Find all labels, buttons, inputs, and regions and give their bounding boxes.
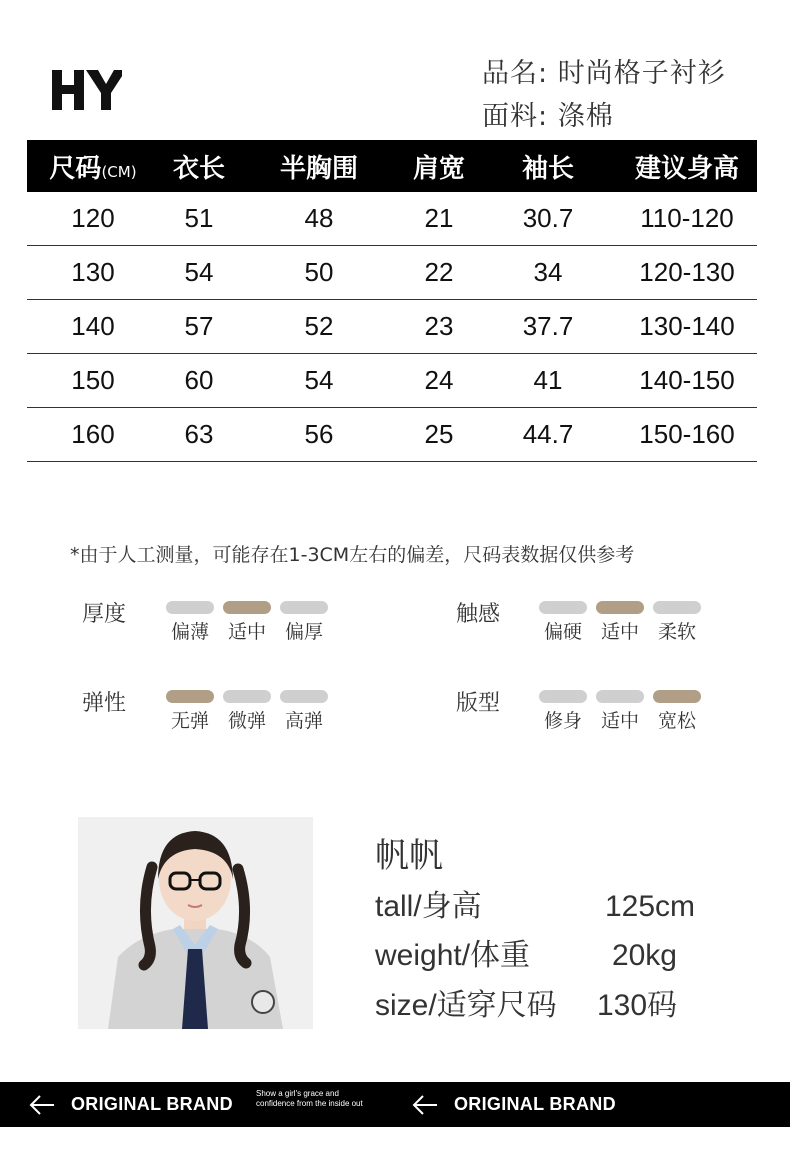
scale-pill [539, 601, 587, 614]
table-row [27, 300, 757, 354]
table-cell: 57 [184, 311, 214, 341]
model-photo [78, 817, 313, 1029]
table-cell: 130-140 [639, 311, 735, 341]
scale-pill [539, 690, 587, 703]
scale-pill [653, 690, 701, 703]
scale-pill [280, 601, 328, 614]
table-cell: 24 [424, 365, 454, 395]
scale-option-label: 偏硬 [543, 621, 582, 643]
table-row [27, 354, 757, 408]
model-height-value: 125cm [605, 890, 696, 923]
scale-option-label: 偏厚 [284, 621, 323, 643]
table-cell: 130 [71, 257, 115, 287]
table-cell: 30.7 [522, 203, 574, 233]
model-height-row [375, 881, 696, 925]
table-cell: 54 [304, 365, 334, 395]
model-size-row [375, 980, 677, 1024]
table-cell: 120-130 [639, 257, 735, 287]
table-cell: 54 [184, 257, 214, 287]
scale-option-label: 微弹 [227, 710, 266, 732]
model-height-label: tall/身高 [375, 890, 482, 923]
attr-title: 触感 [456, 602, 501, 627]
footer-tagline: Show a girl's grace and confidence from the inside out [256, 1089, 363, 1108]
size-table [27, 140, 757, 462]
header-length: 衣长 [172, 153, 225, 184]
scale-option-label: 柔软 [657, 621, 696, 643]
arrow-left-icon [411, 1093, 439, 1117]
scale-pill [596, 601, 644, 614]
table-row [27, 192, 757, 246]
table-cell: 25 [424, 419, 454, 449]
table-cell: 37.7 [522, 311, 574, 341]
table-cell: 140 [71, 311, 115, 341]
model-size-value: 130码 [597, 989, 678, 1022]
header-height: 建议身高 [634, 153, 739, 184]
model-weight-row [375, 930, 677, 974]
product-name: 时尚格子衬衫 [557, 58, 726, 89]
header-unit: (CM) [101, 162, 137, 181]
table-cell: 56 [304, 419, 334, 449]
table-header [27, 140, 757, 192]
table-cell: 21 [424, 203, 454, 233]
fabric-value: 涤棉 [557, 101, 614, 132]
table-cell: 160 [71, 419, 115, 449]
table-row [27, 408, 757, 462]
table-cell: 23 [424, 311, 454, 341]
scale-pill [223, 601, 271, 614]
fabric-label: 面料: [482, 101, 549, 132]
model-size-label: size/适穿尺码 [375, 989, 557, 1022]
attr-title: 厚度 [82, 602, 127, 627]
table-cell: 44.7 [522, 419, 574, 449]
header-sleeve: 袖长 [521, 153, 574, 184]
table-cell: 50 [304, 257, 334, 287]
attr-title: 版型 [456, 691, 501, 716]
header-size: 尺码(CM) [49, 153, 137, 184]
scale-option-label: 适中 [600, 621, 639, 643]
model-weight-value: 20kg [611, 939, 677, 972]
model-weight-label: weight/体重 [375, 939, 531, 972]
scale-pill [166, 690, 214, 703]
table-row [27, 246, 757, 300]
scale-pill [223, 690, 271, 703]
scale-option-label: 宽松 [657, 710, 696, 732]
table-cell: 150-160 [639, 419, 735, 449]
brand-logo [50, 68, 122, 112]
table-cell: 22 [424, 257, 454, 287]
scale-option-label: 适中 [600, 710, 639, 732]
table-cell: 60 [184, 365, 214, 395]
scale-option-label: 修身 [543, 710, 582, 732]
table-cell: 34 [533, 257, 563, 287]
measurement-disclaimer: *由于人工测量，可能存在1-3CM左右的偏差，尺码表数据仅供参考 [70, 544, 635, 566]
table-cell: 140-150 [639, 365, 735, 395]
product-name-label: 品名: [482, 58, 549, 89]
attr-title: 弹性 [82, 691, 127, 716]
scale-pill [166, 601, 214, 614]
scale-option-label: 高弹 [284, 710, 323, 732]
scale-option-label: 无弹 [170, 710, 209, 732]
header-shoulder: 肩宽 [412, 153, 465, 184]
model-illustration [78, 817, 313, 1029]
scale-pill [596, 690, 644, 703]
scale-option-label: 偏薄 [170, 621, 209, 643]
model-name: 帆帆 [375, 836, 443, 876]
scale-pill [653, 601, 701, 614]
product-info [482, 52, 726, 138]
scale-option-label: 适中 [227, 621, 266, 643]
table-cell: 52 [304, 311, 334, 341]
table-cell: 51 [184, 203, 214, 233]
table-cell: 150 [71, 365, 115, 395]
scale-pill [280, 690, 328, 703]
table-cell: 63 [184, 419, 214, 449]
arrow-left-icon [28, 1093, 56, 1117]
footer-brand-left: ORIGINAL BRAND [71, 1094, 233, 1114]
footer-brand-right: ORIGINAL BRAND [454, 1094, 616, 1114]
table-cell: 120 [71, 203, 115, 233]
table-cell: 41 [533, 365, 563, 395]
header-half-chest: 半胸围 [279, 153, 358, 184]
table-cell: 110-120 [640, 203, 734, 233]
table-cell: 48 [304, 203, 334, 233]
footer-bar [0, 1082, 790, 1127]
